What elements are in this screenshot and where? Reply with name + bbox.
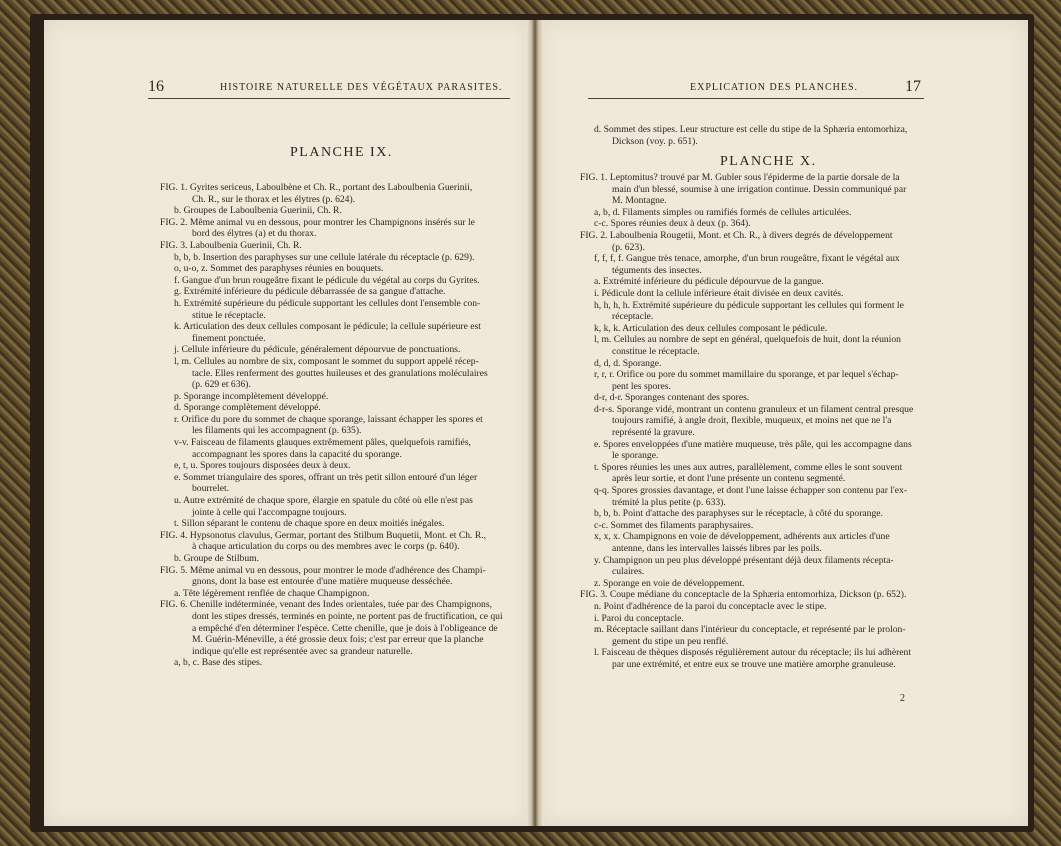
left-running-head: HISTOIRE NATURELLE DES VÉGÉTAUX PARASITES. (220, 82, 503, 93)
text-line: stitue le réceptacle. (192, 309, 266, 321)
text-line: h. Extrémité supérieure du pédicule supportant les cellules dont l'ensemble con- (174, 297, 481, 309)
text-line: toujours ramifié, à angle droit, flexible, muqueux, et moins net que ne l'a (612, 415, 892, 427)
text-line: par une extrémité, et entre eux se trouve une matière amorphe granuleuse. (612, 658, 896, 670)
text-line: culaires. (612, 566, 645, 578)
text-line: jointe à celle qui l'accompagne toujours. (192, 506, 347, 518)
signature-mark: 2 (900, 693, 905, 704)
right-plate-title: PLANCHE X. (720, 154, 817, 169)
text-line: i. Paroi du conceptacle. (594, 612, 684, 624)
text-line: M. Guérin-Méneville, a été grossie deux fois; c'est par erreur que la planche (192, 634, 484, 646)
book-gutter (526, 20, 544, 826)
text-line: l. Faisceau de thèques disposés régulièrement autour du réceptacle; ils lui adhèrent (594, 647, 912, 659)
text-line: (p. 623). (612, 241, 645, 253)
text-line: finement ponctuée. (192, 332, 266, 344)
text-line: gnons, dont la base est entourée d'une matière muqueuse desséchée. (192, 576, 453, 588)
text-line: t. Spores réunies les unes aux autres, parallèlement, comme elles le sont souvent (594, 461, 903, 473)
text-line: b, b, b. Point d'attache des paraphyses sur le réceptacle, à côté du sporange. (594, 508, 883, 520)
text-line: FIG. 1. Gyrites sericeus, Laboulbène et Ch. R., portant des Laboulbenia Guerinii, (160, 182, 473, 193)
text-line: M. Montagne. (612, 195, 667, 207)
text-line: l, m. Cellules au nombre de six, composant le sommet du support appelé récep- (174, 355, 479, 367)
text-line: h, h, h, h. Extrémité supérieure du pédicule supportant les cellules qui forment le (594, 299, 904, 311)
text-line: le sporange. (612, 450, 659, 462)
text-line: j. Cellule inférieure du pédicule, généralement dépourvue de ponctuations. (174, 344, 461, 356)
text-line: r, r, r. Orifice ou pore du sommet mamillaire du sporange, et par lequel s'échap- (594, 369, 899, 381)
text-line: x, x, x. Champignons en voie de développement, adhérents aux articles d'une (594, 531, 890, 543)
text-line: après leur sortie, et dont l'une présente un contenu segmenté. (612, 473, 846, 485)
text-line: pent les spores. (612, 380, 671, 392)
text-line: m. Réceptacle saillant dans l'intérieur du conceptacle, et représenté par le prolon- (594, 624, 906, 636)
text-line: d, d, d. Sporange. (594, 357, 662, 369)
text-line: k, k, k. Articulation des deux cellules composant le pédicule. (594, 322, 828, 334)
text-line: FIG. 3. Coupe médiane du conceptacle de la Sphæria entomorhiza, Dickson (p. 652). (580, 589, 907, 601)
text-line: a. Tête légèrement renflée de chaque Champignon. (174, 587, 370, 599)
text-line: tacle. Elles renferment des gouttes huileuses et des granulations moléculaires (192, 367, 488, 379)
text-line: p. Sporange incomplètement développé. (174, 390, 329, 402)
text-line: représenté la gravure. (612, 427, 695, 439)
text-line: a, b, d. Filaments simples ou ramifiés formés de cellules articulées. (594, 206, 852, 218)
text-line: Dickson (voy. p. 651). (612, 135, 698, 147)
text-line: gement du stipe un peu renflé. (612, 635, 729, 647)
left-plate-title: PLANCHE IX. (290, 145, 393, 160)
right-running-head: EXPLICATION DES PLANCHES. (690, 82, 859, 93)
text-line: k. Articulation des deux cellules composant le pédicule; la cellule supérieure est (174, 321, 481, 333)
text-line: à chaque articulation du corps ou des membres avec le corps (p. 640). (192, 541, 460, 553)
left-page-number: 16 (148, 78, 164, 95)
text-line: f, f, f, f. Gangue très tenace, amorphe, d'un brun rougeâtre, fixant le végétal aux (594, 253, 900, 265)
text-line: v-v. Faisceau de filaments glauques extrêmement pâles, quelquefois ramifiés, (174, 437, 471, 449)
text-line: d. Sporange complètement développé. (174, 402, 321, 414)
text-line: les filaments qui les accompagnent (p. 635). (192, 425, 362, 437)
text-line: d-r-s. Sporange vidé, montrant un contenu granuleux et un filament central presque (594, 403, 914, 415)
text-line: d. Sommet des stipes. Leur structure est celle du stipe de la Sphæria entomorhiza, (594, 124, 908, 135)
text-line: bord des élytres (a) et du thorax. (192, 228, 317, 240)
text-line: e. Spores enveloppées d'une matière muqueuse, très pâle, qui les accompagne dans (594, 438, 912, 450)
right-head-rule (588, 98, 924, 99)
left-plate-text (160, 182, 508, 669)
text-line: FIG. 2. Même animal vu en dessous, pour montrer les Champignons insérés sur le (160, 216, 475, 228)
text-line: l, m. Cellules au nombre de sept en général, quelquefois de huit, dont la réunion (594, 334, 901, 346)
text-line: n. Point d'adhérence de la paroi du conceptacle avec le stipe. (594, 600, 827, 612)
text-line: FIG. 3. Laboulbenia Guerinii, Ch. R. (160, 239, 302, 251)
text-line: o, u-o, z. Sommet des paraphyses réunies en bouquets. (174, 263, 384, 275)
left-head-rule (148, 98, 510, 99)
text-line: antenne, dans les intervalles laissés libres par les poils. (612, 543, 822, 554)
text-line: b, b, b. Insertion des paraphyses sur une cellule latérale du réceptacle (p. 629). (174, 251, 475, 263)
text-line: téguments des insectes. (612, 264, 702, 276)
right-plate-text (580, 172, 928, 671)
text-line: t. Sillon séparant le contenu de chaque spore en deux moitiés inégales. (174, 518, 445, 530)
text-line: FIG. 5. Même animal vu en dessous, pour montrer le mode d'adhérence des Champi- (160, 564, 486, 576)
text-line: indique qu'elle est représentée avec sa grandeur naturelle. (192, 645, 413, 657)
text-line: i. Pédicule dont la cellule inférieure était divisée en deux cavités. (594, 287, 844, 299)
text-line: y. Champignon un peu plus développé présentant déjà deux filaments récepta- (594, 554, 894, 566)
text-line: (p. 629 et 636). (192, 379, 251, 391)
text-line: g. Extrémité inférieure du pédicule débarrassée de sa gangue d'attache. (174, 286, 446, 298)
text-line: FIG. 4. Hypsonotus clavulus, Germar, portant des Stilbum Buquetii, Mont. et Ch. R., (160, 529, 487, 541)
text-line: d-r, d-r. Sporanges contenant des spores. (594, 392, 750, 404)
text-line: constitue le réceptacle. (612, 345, 700, 357)
right-page-number: 17 (905, 78, 921, 95)
text-line: FIG. 2. Laboulbenia Rougetii, Mont. et Ch. R., à divers degrés de développement (580, 229, 893, 241)
text-line: f. Gangue d'un brun rougeâtre fixant le pédicule du végétal au corps du Gyrites. (174, 274, 480, 286)
text-line: z. Sporange en voie de développement. (594, 577, 745, 589)
text-line: r. Orifice du pore du sommet de chaque sporange, laissant échapper les spores et (174, 413, 483, 425)
text-line: FIG. 1. Leptomitus? trouvé par M. Gubler sous l'épiderme de la partie dorsale de la (580, 172, 900, 183)
text-line: b. Groupe de Stilbum. (174, 553, 260, 564)
text-line: a empêché d'en déterminer l'espèce. Cette chenille, que je dois à l'obligeance de (192, 622, 498, 634)
text-line: accompagnant les spores dans la capacité du sporange. (192, 448, 402, 460)
text-line: c-c. Sommet des filaments paraphysaires. (594, 519, 754, 531)
text-line: réceptacle. (612, 311, 654, 323)
text-line: Ch. R., sur le thorax et les élytres (p. 624). (192, 193, 356, 205)
text-line: a, b, c. Base des stipes. (174, 657, 263, 669)
text-line: e. Sommet triangulaire des spores, offrant un très petit sillon entouré d'un léger (174, 471, 478, 483)
text-line: u. Autre extrémité de chaque spore, élargie en spatule du côté où elle n'est pas (174, 495, 473, 507)
text-line: q-q. Spores grossies davantage, et dont l'une laisse échapper son contenu par l'ex- (594, 485, 908, 497)
text-line: FIG. 6. Chenille indéterminée, venant des Indes orientales, tuée par des Champignons, (160, 599, 492, 611)
text-line: main d'un blessé, soumise à une irrigation continue. Dessin communiqué par (612, 183, 907, 195)
text-line: a. Extrémité inférieure du pédicule dépourvue de la gangue. (594, 276, 824, 288)
right-continued-text (580, 124, 928, 147)
text-line: e, t, u. Spores toujours disposées deux à deux. (174, 460, 351, 472)
text-line: trémité la plus petite (p. 633). (612, 496, 726, 508)
text-line: c-c. Spores réunies deux à deux (p. 364). (594, 218, 751, 230)
text-line: bourrelet. (192, 483, 230, 495)
text-line: dont les stipes dressés, terminés en pointe, ne portent pas de fructification, ce qui (192, 610, 503, 622)
text-line: b. Groupes de Laboulbenia Guerinii, Ch. R. (174, 205, 342, 217)
